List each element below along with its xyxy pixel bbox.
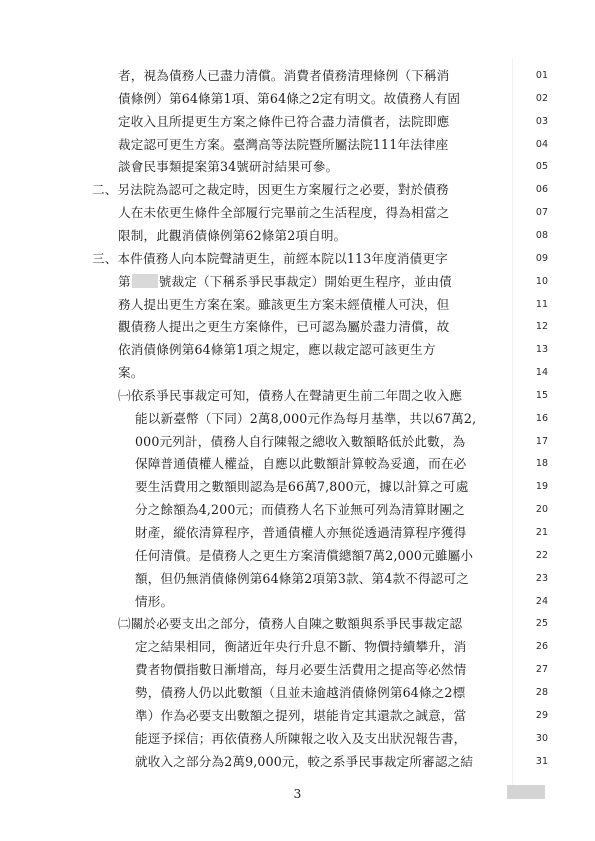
text-line — [0, 475, 595, 499]
text-line — [0, 590, 595, 614]
text-line — [0, 407, 595, 431]
text-line — [0, 704, 595, 728]
line-text — [135, 475, 469, 499]
text-line — [0, 727, 595, 751]
text-line — [0, 498, 595, 522]
text-line — [0, 293, 595, 317]
line-text — [118, 361, 144, 385]
line-number: 16 — [535, 412, 548, 424]
line-text — [118, 64, 449, 88]
line-number: 13 — [535, 344, 548, 356]
line-number: 19 — [535, 481, 548, 493]
text-line — [0, 247, 595, 271]
text-line — [0, 155, 595, 179]
text-line — [0, 361, 595, 385]
line-number: 05 — [535, 161, 548, 173]
line-text — [118, 270, 452, 294]
text-line — [0, 567, 595, 591]
line-number: 08 — [535, 229, 548, 241]
line-body: 裁定認可更生方案。臺灣高等法院暨所屬法院111年法律座 — [118, 136, 449, 152]
line-number: 26 — [535, 641, 548, 653]
line-body: 人在未依更生條件全部履行完畢前之生活程度，得為相當之 — [118, 205, 450, 221]
line-number: 28 — [535, 686, 548, 698]
line-body: 案。 — [118, 365, 144, 381]
line-text — [118, 133, 448, 157]
line-number: 29 — [535, 709, 548, 721]
line-body: 號裁定（下稱系爭民事裁定）開始更生程序，並由債 — [158, 273, 452, 289]
line-body: 000元列計，債務人自行陳報之總收入數額略低於此數，為 — [135, 433, 466, 449]
line-body: 債條例）第64條第1項、第64條之2定有明文。故債務人有固 — [118, 90, 461, 106]
text-line — [0, 384, 595, 408]
text-line — [0, 750, 595, 774]
text-line — [0, 544, 595, 568]
text-line — [0, 270, 595, 294]
line-text — [118, 224, 346, 248]
line-body: 額，但仍無消債條例第64條第2項第3款、第4款不得認可之 — [135, 570, 469, 586]
text-line — [0, 635, 595, 659]
line-body: 情形。 — [135, 593, 174, 609]
line-number: 22 — [535, 549, 548, 561]
line-text — [118, 612, 462, 636]
line-body: 就收入之部分為2萬9,000元，較之系爭民事裁定所審認之結 — [135, 753, 474, 769]
line-number: 18 — [535, 458, 548, 470]
line-body: 保障普通債權人權益，自應以此數額計算較為妥適，而在必 — [135, 456, 467, 472]
line-text — [135, 567, 469, 591]
line-text — [135, 704, 466, 728]
line-body: 能以新臺幣（下同）2萬8,000元作為每月基準，共以67萬2, — [135, 410, 477, 426]
line-number: 23 — [535, 572, 548, 584]
text-line — [0, 224, 595, 248]
line-text — [135, 750, 473, 774]
line-body: 任何清償。是債務人之更生方案清償總額7萬2,000元雖屬小 — [135, 547, 474, 563]
text-line — [0, 430, 595, 454]
line-body: 談會民事類提案第34號研討結果可參。 — [118, 159, 339, 175]
line-body: ㈠依系爭民事裁定可知，債務人在聲請更生前二年間之收入應 — [118, 387, 463, 403]
line-body: 觀債務人提出之更生方案條件，已可認為屬於盡力清償，故 — [118, 319, 450, 335]
line-body: ㈡關於必要支出之部分，債務人自陳之數額與系爭民事裁定認 — [118, 616, 463, 632]
line-text — [118, 87, 460, 111]
line-number: 09 — [535, 252, 548, 264]
line-body: 財產，縱依清算程序，普通債權人亦無從透過清算程序獲得 — [135, 525, 467, 540]
text-line — [0, 64, 595, 88]
line-body: 準）作為必要支出數額之提列，堪能肯定其還款之誠意，當 — [135, 707, 467, 723]
line-text — [135, 727, 466, 751]
line-number: 12 — [535, 321, 548, 333]
line-text — [118, 201, 449, 225]
line-text — [92, 178, 449, 202]
line-body: 勢，債務人仍以此數額（且並未逾越消債條例第64條之2標 — [135, 684, 466, 700]
line-text — [135, 430, 465, 454]
line-number: 06 — [535, 184, 548, 196]
text-line — [0, 452, 595, 476]
line-text — [135, 590, 173, 614]
line-body: 能逕予採信；再依債務人所陳報之收入及支出狀況報告書， — [135, 730, 467, 746]
line-number: 01 — [535, 70, 548, 81]
line-text — [135, 544, 473, 568]
line-number: 21 — [535, 527, 548, 538]
text-line — [0, 201, 595, 225]
line-number: 20 — [535, 504, 548, 516]
line-text — [135, 681, 465, 705]
line-number: 30 — [535, 732, 548, 744]
line-number: 15 — [535, 389, 548, 401]
line-body: 二、另法院為認可之裁定時，因更生方案履行之必要，對於債務 — [92, 182, 449, 198]
line-text — [135, 407, 476, 431]
text-line — [0, 521, 595, 545]
line-body: 費者物價指數日漸增高，每月必要生活費用之提高等必然情 — [135, 662, 467, 678]
line-number: 02 — [535, 92, 548, 104]
line-text — [135, 498, 465, 522]
line-text — [118, 315, 449, 339]
line-body: 者，視為債務人已盡力清償。消費者債務清理條例（下稱消 — [118, 68, 450, 83]
line-number: 17 — [535, 435, 548, 447]
text-line — [0, 612, 595, 636]
line-number: 10 — [535, 275, 548, 287]
text-line — [0, 681, 595, 705]
line-text — [118, 338, 436, 362]
text-line — [0, 110, 595, 134]
line-body: 限制，此觀消債條例第62條第2項自明。 — [118, 227, 347, 243]
page-number: 3 — [293, 787, 302, 801]
text-line — [0, 658, 595, 682]
line-number: 31 — [535, 755, 548, 767]
line-text — [92, 247, 448, 271]
line-body: 分之餘額為4,200元；而債務人名下並無可列為清算財團之 — [135, 502, 465, 518]
line-text — [135, 452, 466, 476]
line-text — [135, 521, 466, 545]
line-body: 定之結果相同，衡諸近年央行升息不斷、物價持續攀升，消 — [135, 639, 467, 655]
text-line — [0, 133, 595, 157]
line-number: 25 — [535, 618, 548, 630]
redaction-block — [507, 785, 545, 799]
line-number: 27 — [535, 664, 548, 676]
line-body: 定收入且所提更生方案之條件已符合盡力清償者，法院即應 — [118, 113, 450, 129]
line-text — [135, 635, 466, 659]
line-text — [118, 155, 338, 179]
line-text — [118, 384, 462, 408]
text-line — [0, 178, 595, 202]
line-body: 要生活費用之數額則認為是66萬7,800元，據以計算之可處 — [135, 479, 469, 495]
line-body: 依消債條例第64條第1項之規定，應以裁定認可該更生方 — [118, 342, 436, 358]
text-line — [0, 87, 595, 111]
line-number: 14 — [535, 367, 548, 379]
text-line — [0, 338, 595, 362]
line-number: 07 — [535, 207, 548, 219]
redaction-block — [132, 274, 158, 288]
text-line — [0, 315, 595, 339]
line-text — [118, 293, 449, 317]
line-text — [135, 658, 466, 682]
line-number: 03 — [535, 115, 548, 127]
line-prefix: 第 — [118, 273, 131, 289]
line-body: 務人提出更生方案在案。雖該更生方案未經債權人可決，但 — [118, 296, 450, 312]
line-body: 三、本件債務人向本院聲請更生，前經本院以113年度消債更字 — [92, 250, 448, 266]
line-text — [118, 110, 449, 134]
line-number: 24 — [535, 595, 548, 607]
line-number: 11 — [535, 298, 548, 310]
line-number: 04 — [535, 138, 548, 150]
